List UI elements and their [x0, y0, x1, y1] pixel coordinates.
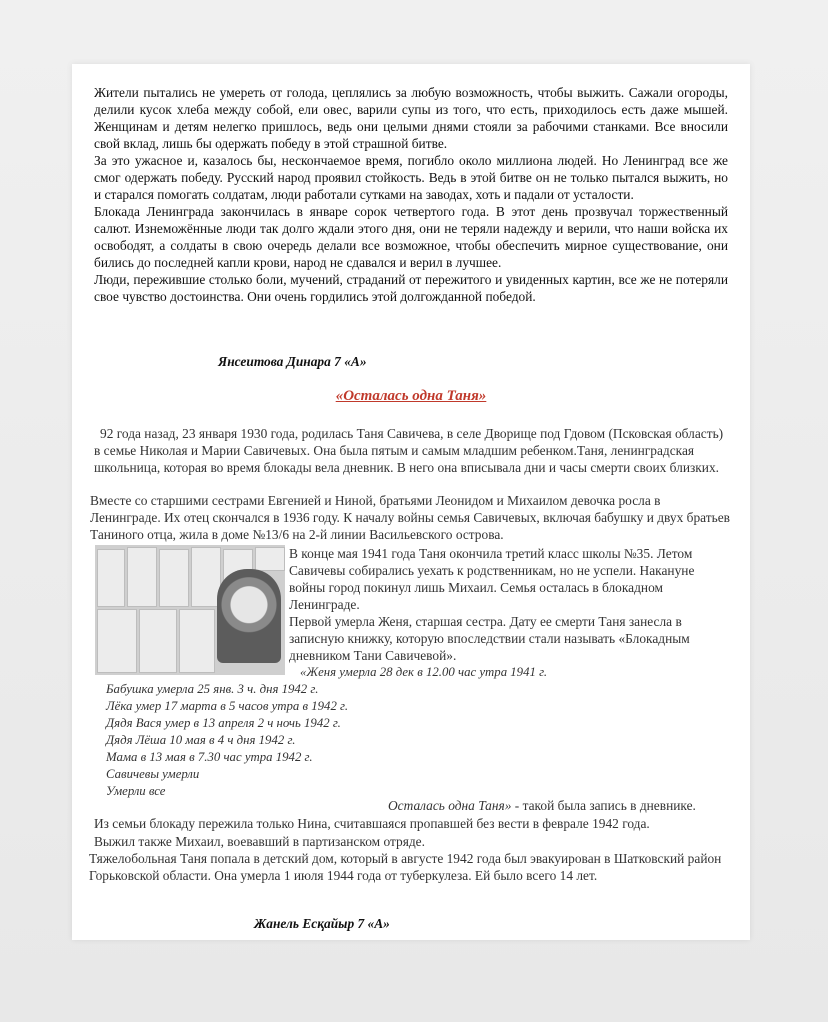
diary-line: Мама в 13 мая в 7.30 час утра 1942 г.	[106, 750, 313, 764]
portrait-image	[217, 569, 281, 663]
essay2-intro2: Вместе со старшими сестрами Евгенией и Ниной, братьями Леонидом и Михаилом девочка росла в Ленинграде. Их отец скончался в 1936 году. К началу войны семья Савичевых, включая бабушку и двух братьев Таниного отца, жила в доме №13/6 на 2-й линии Васильевского острова.	[90, 493, 730, 542]
diary-line: Бабушка умерла 25 янв. 3 ч. дня 1942 г.	[106, 682, 319, 696]
essay2-side2: Первой умерла Женя, старшая сестра. Дату ее смерти Таня занесла в записную книжку, которую впоследствии стали называть «Блокадным дневником Тани Савичевой».	[289, 614, 690, 663]
essay1-author: Янсеитова Динара 7 «А»	[218, 354, 367, 369]
essay2-title: «Осталась одна Таня»	[335, 388, 487, 404]
essay1-body	[94, 84, 728, 305]
essay1-paragraph: Жители пытались не умереть от голода, цеплялись за любую возможность, чтобы выжить. Сажали огороды, делили кусок хлеба между собой, ели овес, варили супы из того, что есть, приходилось есть даже мышей. Женщинам и детям нелегко пришлось, ведь они целыми днями стояли за рабочими станками. Все вносили свой вклад, лишь бы одержать победу в этой страшной битве.	[94, 85, 728, 151]
diary-photo	[95, 545, 285, 675]
essay2-author: Жанель Есқайыр 7 «А»	[254, 916, 390, 931]
diary-line: Умерли все	[106, 784, 166, 798]
diary-line: Осталась одна Таня»	[388, 798, 512, 813]
essay1-paragraph: Блокада Ленинграда закончилась в январе сорок четвертого года. В этот день прозвучал торжественный салют. Изнеможённые люди так долго ждали этого дня, они не теряли надежду и верили, что наши войска их освободят, а солдаты в свою очередь делали все возможное, чтобы обеспечить мирное существование, они бились до последней капли крови, народ не сдавался и верил в лучшее.	[94, 204, 728, 270]
essay2-side1: В конце мая 1941 года Таня окончила третий класс школы №35. Летом Савичевы собирались уехать к родственникам, но не успели. Накануне войны город покинул лишь Михаил. Семья осталась в блокадном Ленинграде.	[289, 546, 695, 612]
essay1-paragraph: Люди, пережившие столько боли, мучений, страданий от пережитого и увиденных картин, все же не потеряли свое чувство достоинства. Они очень гордились этой долгожданной победой.	[94, 272, 728, 304]
diary-line: Дядя Вася умер в 13 апреля 2 ч ночь 1942 г.	[106, 716, 341, 730]
diary-line: Савичевы умерли	[106, 767, 200, 781]
essay2-end3: Тяжелобольная Таня попала в детский дом, который в августе 1942 года был эвакуирован в Шатковский район Горьковской области. Она умерла 1 июля 1944 года от туберкулеза. Ей было всего 14 лет.	[89, 851, 722, 883]
diary-line: Дядя Лёша 10 мая в 4 ч дня 1942 г.	[106, 733, 296, 747]
diary-line: Лёка умер 17 марта в 5 часов утра в 1942 г.	[106, 699, 349, 713]
document-page	[72, 64, 750, 940]
diary-tail: - такой была запись в дневнике.	[511, 798, 696, 813]
diary-line: «Женя умерла 28 дек в 12.00 час утра 1941 г.	[300, 665, 548, 679]
diary-last-line	[388, 797, 696, 814]
essay2-end2: Выжил также Михаил, воевавший в партизанском отряде.	[94, 834, 425, 849]
essay1-paragraph: За это ужасное и, казалось бы, нескончаемое время, погибло около миллиона людей. Но Ленинград все же смог одержать победу. Русский народ проявил стойкость. Ведь в этой битве он не только пытался выжить, но и старался помогать солдатам, люди работали сутками на заводах, хоть и падали от усталости.	[94, 153, 728, 202]
essay2-end1: Из семьи блокаду пережила только Нина, считавшаяся пропавшей без вести в феврале 1942 года.	[94, 816, 650, 831]
essay2-intro1: 92 года назад, 23 января 1930 года, родилась Таня Савичева, в селе Дворище под Гдовом (Псковская область) в семье Николая и Марии Савичевых. Она была пятым и самым младшим ребенком.Таня, ленинградская школьница, которая во время блокады вела дневник. В него она вписывала дни и часы смерти своих близких.	[94, 426, 724, 475]
